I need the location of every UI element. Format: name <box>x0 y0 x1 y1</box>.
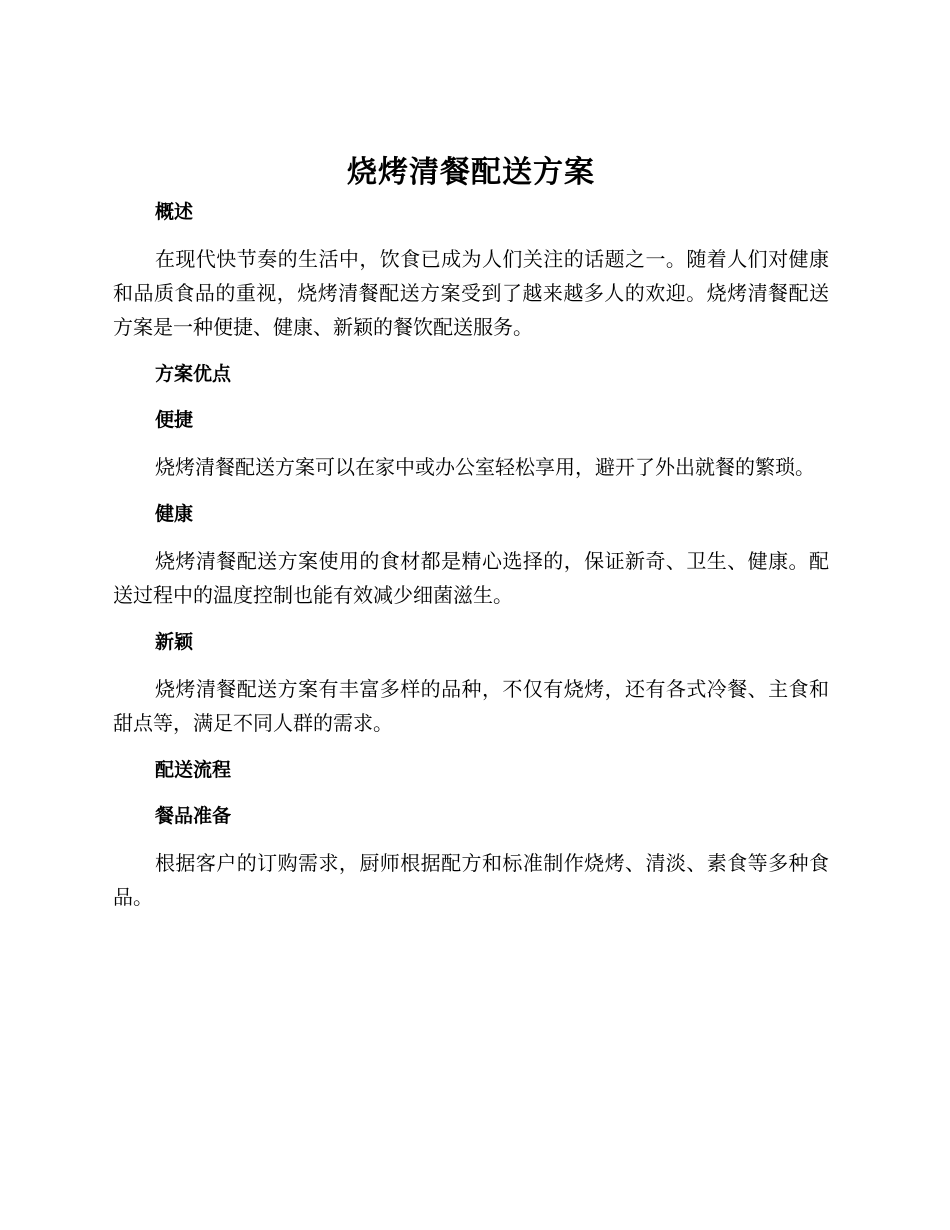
section-heading-advantages: 方案优点 <box>155 363 232 385</box>
paragraph-overview: 在现代快节奏的生活中，饮食已成为人们关注的话题之一。随着人们对健康和品质食品的重视，烧烤清餐配送方案受到了越来越多人的欢迎。烧烤清餐配送方案是一种便捷、健康、新颖的餐饮配送服务。 <box>113 247 829 339</box>
section-heading-overview: 概述 <box>155 201 194 223</box>
paragraph-convenience: 烧烤清餐配送方案可以在家中或办公室轻松享用，避开了外出就餐的繁琐。 <box>155 455 815 479</box>
paragraph-novelty: 烧烤清餐配送方案有丰富多样的品种，不仅有烧烤，还有各式冷餐、主食和甜点等，满足不同人群的需求。 <box>113 677 829 735</box>
section-heading-process: 配送流程 <box>155 759 232 781</box>
document-body <box>113 150 829 914</box>
paragraph-preparation: 根据客户的订购需求，厨师根据配方和标准制作烧烤、清淡、素食等多种食品。 <box>113 851 829 909</box>
subheading-convenience: 便捷 <box>155 409 194 431</box>
subheading-novelty: 新颖 <box>155 631 194 653</box>
paragraph-health: 烧烤清餐配送方案使用的食材都是精心选择的，保证新奇、卫生、健康。配送过程中的温度控制也能有效减少细菌滋生。 <box>113 549 829 607</box>
subheading-preparation: 餐品准备 <box>155 805 232 827</box>
document-title: 烧烤清餐配送方案 <box>347 155 595 190</box>
subheading-health: 健康 <box>155 503 194 525</box>
